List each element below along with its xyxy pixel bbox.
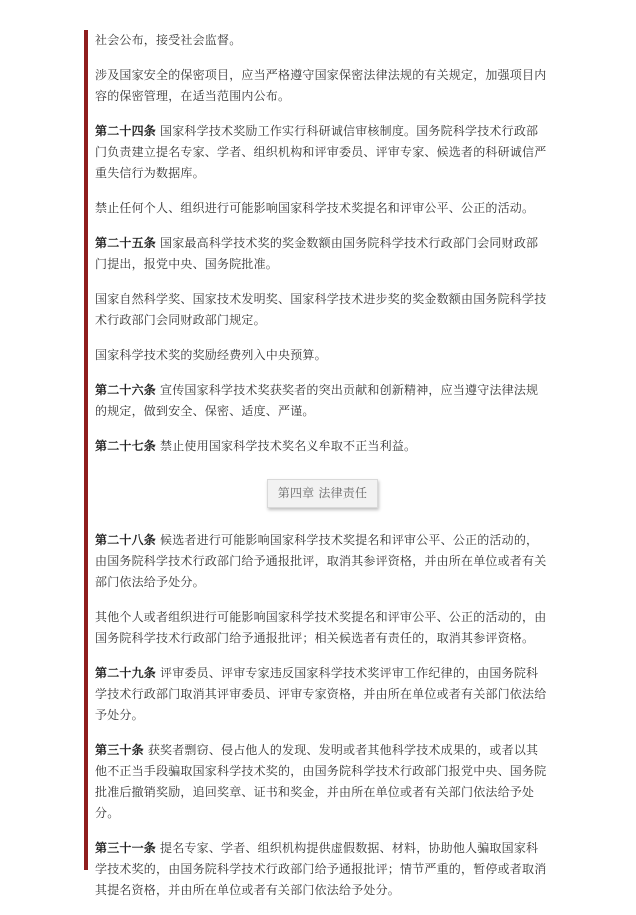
paragraph: 其他个人或者组织进行可能影响国家科学技术奖提名和评审公平、公正的活动的，由国务院科学技术行政部门给予通报批评；相关候选者有责任的，取消其参评资格。 xyxy=(95,610,547,645)
paragraph: 第二十四条 国家科学技术奖励工作实行科研诚信审核制度。国务院科学技术行政部门负责建立提名专家、学者、组织机构和评审委员、评审专家、候选者的科研诚信严重失信行为数据库。 xyxy=(95,124,547,180)
paragraph: 禁止任何个人、组织进行可能影响国家科学技术奖提名和评审公平、公正的活动。 xyxy=(95,201,535,215)
chapter-heading-wrap xyxy=(95,479,550,508)
article-body xyxy=(95,30,550,915)
paragraph: 第二十九条 评审委员、评审专家违反国家科学技术奖评审工作纪律的，由国务院科学技术行政部门取消其评审委员、评审专家资格，并由所在单位或者有关部门依法给予处分。 xyxy=(95,666,547,722)
paragraph: 第三十一条 提名专家、学者、组织机构提供虚假数据、材料，协助他人骗取国家科学技术奖的，由国务院科学技术行政部门给予通报批评；情节严重的，暂停或者取消其提名资格，并由所在单位或者有关部门依法给予处分。 xyxy=(95,841,547,897)
chapter-heading: 第四章 法律责任 xyxy=(267,479,378,508)
paragraph: 第二十八条 候选者进行可能影响国家科学技术奖提名和评审公平、公正的活动的，由国务院科学技术行政部门给予通报批评，取消其参评资格，并由所在单位或者有关部门依法给予处分。 xyxy=(95,533,547,589)
paragraph: 涉及国家安全的保密项目，应当严格遵守国家保密法律法规的有关规定，加强项目内容的保密管理，在适当范围内公布。 xyxy=(95,68,547,103)
paragraph: 第二十六条 宣传国家科学技术奖获奖者的突出贡献和创新精神，应当遵守法律法规的规定，做到安全、保密、适度、严谨。 xyxy=(95,383,539,418)
paragraph: 第二十五条 国家最高科学技术奖的奖金数额由国务院科学技术行政部门会同财政部门提出，报党中央、国务院批准。 xyxy=(95,236,539,271)
paragraph: 国家自然科学奖、国家技术发明奖、国家科学技术进步奖的奖金数额由国务院科学技术行政部门会同财政部门规定。 xyxy=(95,292,547,327)
left-accent-bar xyxy=(84,30,88,870)
paragraph: 社会公布，接受社会监督。 xyxy=(95,33,242,47)
paragraph: 第三十条 获奖者剽窃、侵占他人的发现、发明或者其他科学技术成果的，或者以其他不正当手段骗取国家科学技术奖的，由国务院科学技术行政部门报党中央、国务院批准后撤销奖励，追回奖章、证书和奖金，并由所在单位或者有关部门依法给予处分。 xyxy=(95,743,547,820)
paragraph: 第二十七条 禁止使用国家科学技术奖名义牟取不正当利益。 xyxy=(95,439,417,453)
paragraph: 国家科学技术奖的奖励经费列入中央预算。 xyxy=(95,348,327,362)
